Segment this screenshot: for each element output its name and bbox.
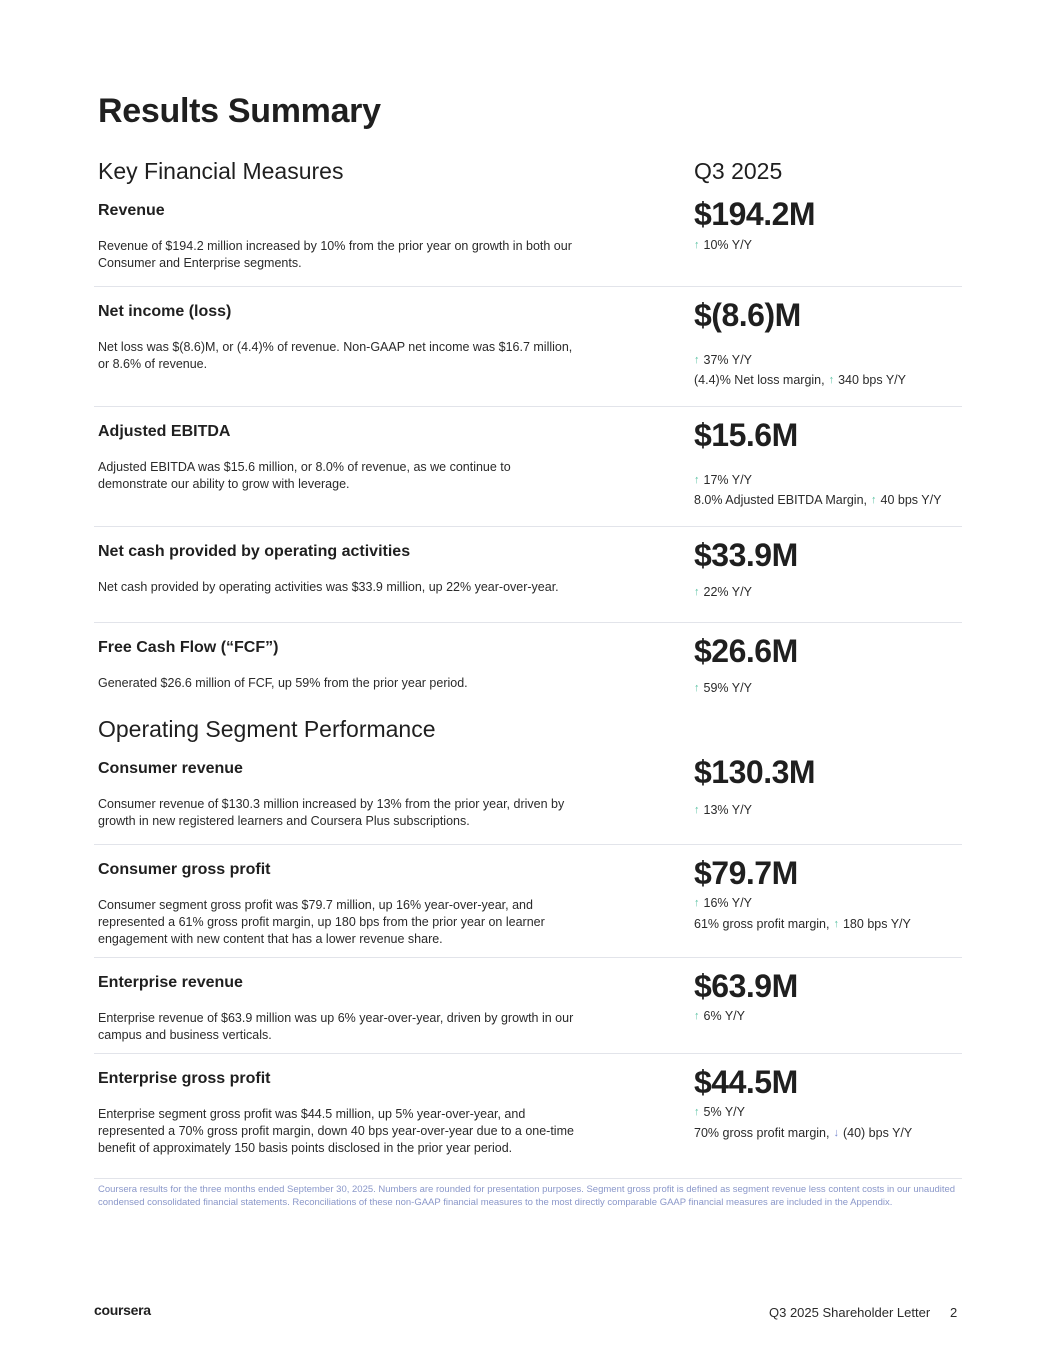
key-financial-measures-section [94, 158, 962, 719]
arrow-up-icon: ↑ [694, 353, 700, 366]
arrow-up-icon: ↑ [833, 917, 839, 930]
metric-margin-change: 40 bps Y/Y [880, 493, 942, 507]
metric-yy-text: 16% Y/Y [703, 896, 752, 910]
metric-value: $63.9M [694, 968, 798, 1004]
metric-margin-label: 61% gross profit margin, [694, 917, 830, 931]
metric-name: Consumer gross profit [98, 861, 271, 878]
metric-description: Generated $26.6 million of FCF, up 59% from the prior year period. [98, 676, 468, 690]
footer-title: Q3 2025 Shareholder Letter [769, 1305, 931, 1320]
metric-margin-label: (4.4)% Net loss margin, [694, 373, 825, 387]
metric-margin-label: 70% gross profit margin, [694, 1126, 830, 1140]
metric-value: $33.9M [694, 537, 798, 573]
arrow-up-icon: ↑ [694, 238, 700, 251]
metric-description: Revenue of $194.2 million increased by 10% from the prior year on growth in both our Consumer and Enterprise segments. [98, 239, 572, 270]
metric-row-adjusted-ebitda [94, 417, 962, 527]
metric-value: $(8.6)M [694, 297, 801, 333]
metric-name: Net income (loss) [98, 303, 232, 320]
metric-value: $44.5M [694, 1064, 798, 1100]
metric-yy [694, 896, 752, 910]
metric-name: Free Cash Flow (“FCF”) [98, 639, 279, 656]
metric-yy-text: 13% Y/Y [703, 803, 752, 817]
metric-yy [694, 585, 752, 599]
metric-margin-change: 340 bps Y/Y [838, 373, 906, 387]
metric-yy [694, 238, 752, 252]
column-label: Q3 2025 [694, 158, 783, 184]
metric-margin [694, 1126, 912, 1140]
footnote-text: Coursera results for the three months ended September 30, 2025. Numbers are rounded for presentation purposes. Segment gross profit is defined as segment revenue less content costs in our unaudited condensed consolidated financial statements. Reconciliations of these non-GAAP financial measures to the most directly comparable GAAP financial measures are included in the Appendix. [98, 1184, 956, 1208]
metric-row-free-cash-flow [94, 633, 962, 719]
metric-yy-text: 22% Y/Y [703, 585, 752, 599]
metric-row-consumer-revenue [94, 754, 962, 845]
metric-row-consumer-gross-profit [94, 855, 962, 958]
arrow-up-icon: ↑ [694, 681, 700, 694]
metric-margin-change: (40) bps Y/Y [842, 1126, 913, 1140]
metric-description: Enterprise segment gross profit was $44.5 million, up 5% year-over-year, and represented a 70% gross profit margin, down 40 bps year-over-year due to a one-time benefit of approximately 150 basis points disclosed in the prior year period. [98, 1107, 574, 1155]
metric-description: Net cash provided by operating activities was $33.9 million, up 22% year-over-year. [98, 580, 559, 594]
page-title: Results Summary [98, 92, 381, 130]
footnote [94, 1178, 962, 1209]
metric-yy [694, 1105, 745, 1119]
metric-yy [694, 1009, 745, 1023]
arrow-up-icon: ↑ [694, 1105, 700, 1118]
metric-yy-text: 59% Y/Y [703, 681, 752, 695]
metric-yy-text: 10% Y/Y [703, 238, 752, 252]
arrow-up-icon: ↑ [694, 803, 700, 816]
metric-description: Enterprise revenue of $63.9 million was up 6% year-over-year, driven by growth in our campus and business verticals. [98, 1011, 574, 1042]
metric-yy [694, 803, 752, 817]
metric-yy-text: 17% Y/Y [703, 473, 752, 487]
arrow-up-icon: ↑ [871, 493, 877, 506]
section-header [94, 716, 962, 760]
metric-name: Enterprise revenue [98, 974, 243, 991]
operating-segment-section [94, 716, 962, 1166]
metric-yy-text: 5% Y/Y [703, 1105, 745, 1119]
metric-value: $79.7M [694, 855, 798, 891]
metric-row-net-income [94, 297, 962, 407]
metric-yy-text: 6% Y/Y [703, 1009, 745, 1023]
metric-margin-label: 8.0% Adjusted EBITDA Margin, [694, 493, 868, 507]
metric-name: Consumer revenue [98, 760, 243, 777]
arrow-up-icon: ↑ [694, 473, 700, 486]
metric-yy [694, 353, 752, 367]
metric-row-revenue [94, 196, 962, 287]
metric-row-operating-cash [94, 537, 962, 623]
arrow-up-icon: ↑ [828, 373, 835, 386]
page-number: 2 [950, 1305, 958, 1320]
section-title: Key Financial Measures [98, 158, 344, 184]
metric-value: $194.2M [694, 196, 816, 232]
metric-description: Consumer revenue of $130.3 million increased by 13% from the prior year, driven by growth in new registered learners and Coursera Plus subscriptions. [98, 797, 565, 828]
section-header [94, 158, 962, 202]
metric-yy [694, 473, 752, 487]
metric-value: $130.3M [694, 754, 816, 790]
metric-name: Enterprise gross profit [98, 1070, 271, 1087]
arrow-up-icon: ↑ [694, 585, 700, 598]
metric-yy [694, 681, 752, 695]
metric-margin [694, 917, 911, 931]
metric-name: Revenue [98, 202, 165, 219]
arrow-up-icon: ↑ [694, 1009, 700, 1022]
arrow-up-icon: ↑ [694, 896, 700, 909]
metric-description: Adjusted EBITDA was $15.6 million, or 8.0% of revenue, as we continue to demonstrate our ability to grow with leverage. [98, 460, 511, 491]
metric-margin [694, 493, 941, 507]
coursera-logo: coursera [94, 1302, 151, 1318]
section-title: Operating Segment Performance [98, 716, 436, 742]
metric-margin-change: 180 bps Y/Y [842, 917, 911, 931]
metric-value: $15.6M [694, 417, 798, 453]
metric-value: $26.6M [694, 633, 798, 669]
metric-row-enterprise-revenue [94, 968, 962, 1054]
arrow-down-icon: ↓ [833, 1126, 839, 1139]
metric-row-enterprise-gross-profit [94, 1064, 962, 1166]
metric-yy-text: 37% Y/Y [703, 353, 752, 367]
metric-description: Consumer segment gross profit was $79.7 million, up 16% year-over-year, and represented a 61% gross profit margin, up 180 bps from the prior year on learner engagement with new content that has a lower revenue share. [98, 898, 545, 946]
metric-name: Adjusted EBITDA [98, 423, 231, 440]
metric-description: Net loss was $(8.6)M, or (4.4)% of revenue. Non-GAAP net income was $16.7 million, or 8.6% of revenue. [98, 340, 573, 371]
metric-name: Net cash provided by operating activities [98, 543, 411, 560]
metric-margin [694, 373, 906, 387]
